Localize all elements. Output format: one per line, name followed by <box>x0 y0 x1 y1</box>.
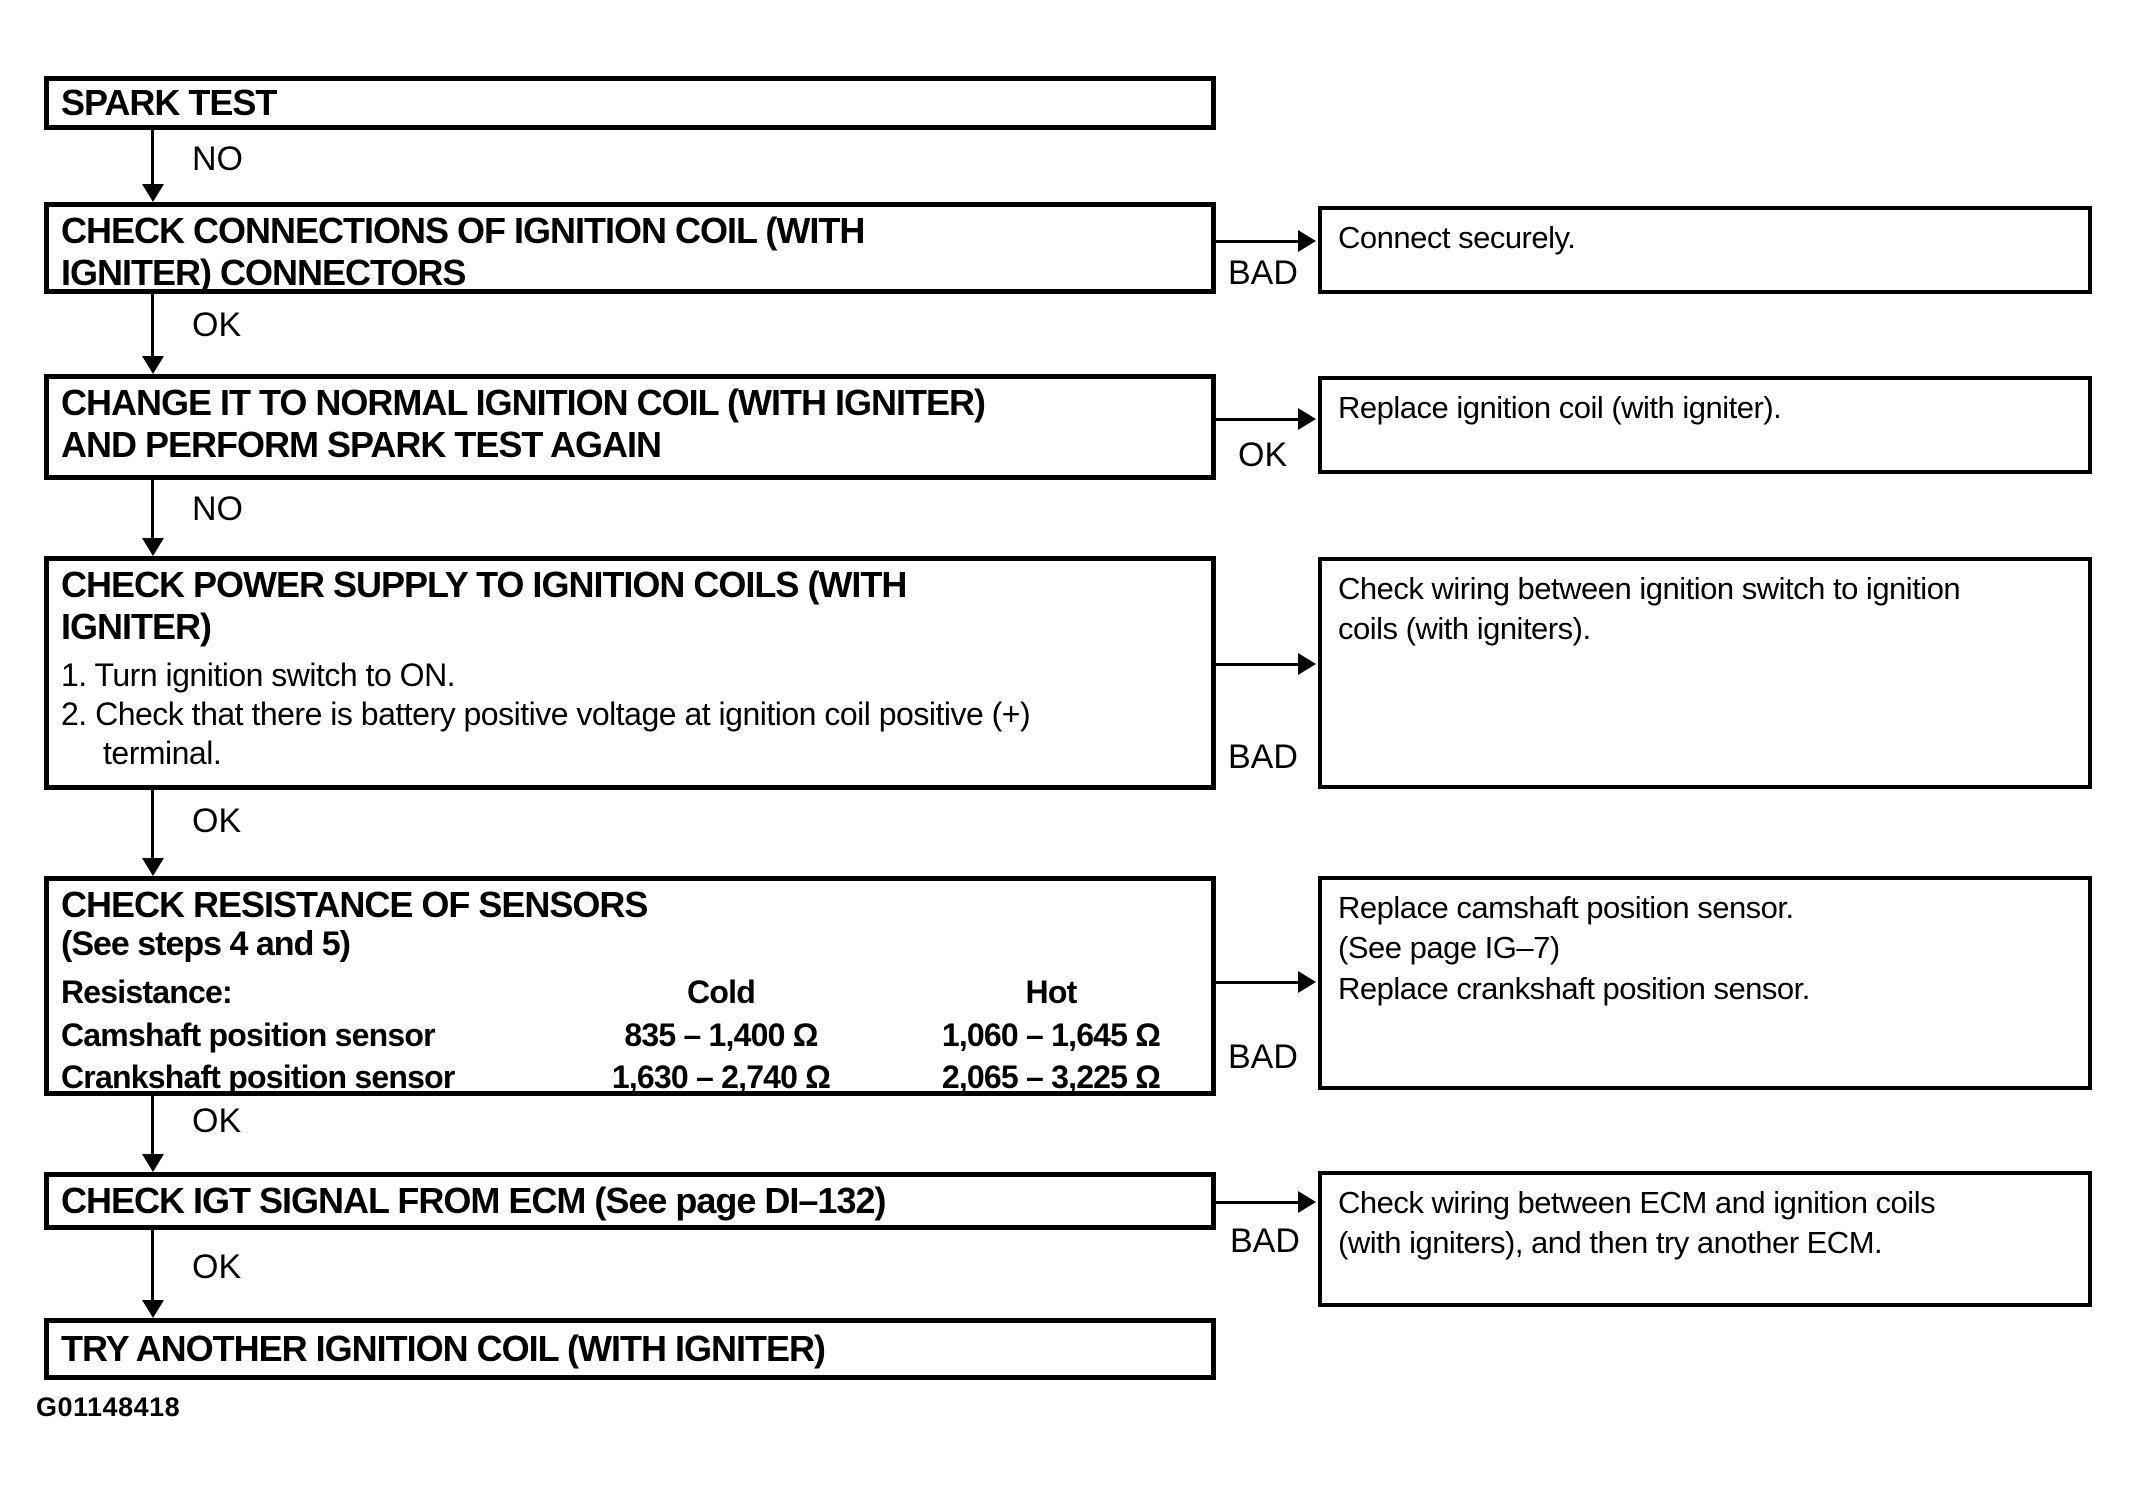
step-box-try-another-coil <box>44 1318 1216 1380</box>
connector-line-down <box>151 480 154 538</box>
table-cell-cold: 1,630 – 2,740 Ω <box>611 1058 831 1095</box>
edge-label-bad: BAD <box>1230 1222 1300 1260</box>
edge-label-bad: BAD <box>1228 1038 1298 1076</box>
action-text-line: (See page IG–7) <box>1338 930 1560 966</box>
table-cell-cold: 835 – 1,400 Ω <box>624 1016 818 1053</box>
step-box-check-connections <box>44 202 1216 294</box>
action-text: Check wiring between ECM and ignition coils (with igniters), and then try another ECM. <box>1338 1185 1936 1261</box>
edge-label-ok: OK <box>192 1248 242 1286</box>
arrow-down-icon <box>142 538 164 556</box>
action-text-line: Replace camshaft position sensor. <box>1338 890 1794 925</box>
edge-label-ok: OK <box>192 1102 242 1140</box>
action-box-connect-securely <box>1318 206 2092 294</box>
action-text-line: Replace crankshaft position sensor. <box>1338 970 1810 1006</box>
step-title: TRY ANOTHER IGNITION COIL (WITH IGNITER) <box>61 1328 825 1370</box>
step-title: CHECK RESISTANCE OF SENSORS <box>61 884 648 925</box>
step-title-line: CHECK POWER SUPPLY TO IGNITION COILS (WITH <box>61 564 907 605</box>
connector-line-down <box>151 1230 154 1300</box>
step-title-line: IGNITER) CONNECTORS <box>61 251 466 293</box>
action-box-replace-sensors <box>1318 876 2092 1090</box>
arrow-right-icon <box>1298 230 1316 252</box>
edge-label-bad: BAD <box>1228 738 1298 776</box>
arrow-down-icon <box>142 1154 164 1172</box>
figure-id: G01148418 <box>36 1392 181 1422</box>
instruction-item: 2. Check that there is battery positive voltage at ignition coil positive (+) terminal. <box>61 695 1031 771</box>
step-title-line: AND PERFORM SPARK TEST AGAIN <box>61 423 662 465</box>
action-box-check-wiring-ecm <box>1318 1171 2092 1307</box>
step-box-check-power <box>44 556 1216 790</box>
connector-line-down <box>151 294 154 356</box>
arrow-down-icon <box>142 184 164 202</box>
connector-line-down <box>151 130 154 188</box>
step-title-line: CHANGE IT TO NORMAL IGNITION COIL (WITH IGNITER) <box>61 382 985 423</box>
edge-label-ok: OK <box>192 802 242 840</box>
table-header-cold: Cold <box>687 974 755 1011</box>
step-instructions <box>61 656 1199 773</box>
arrow-down-icon <box>142 356 164 374</box>
connector-line-right <box>1216 240 1298 243</box>
step-subtitle: (See steps 4 and 5) <box>61 924 351 963</box>
edge-label-bad: BAD <box>1228 254 1298 292</box>
action-box-replace-coil <box>1318 376 2092 474</box>
action-text: Connect securely. <box>1338 220 1576 255</box>
connector-line-right <box>1216 981 1298 984</box>
connector-line-right <box>1216 418 1298 421</box>
step-title: SPARK TEST <box>61 82 277 124</box>
edge-label-no: NO <box>192 140 243 178</box>
step-title: CHECK IGT SIGNAL FROM ECM (See page DI–132) <box>61 1180 886 1222</box>
step-box-check-resistance <box>44 876 1216 1096</box>
action-text: Check wiring between ignition switch to ignition coils (with igniters). <box>1338 571 1961 647</box>
edge-label-ok: OK <box>1238 436 1288 474</box>
arrow-right-icon <box>1298 408 1316 430</box>
table-cell-hot: 1,060 – 1,645 Ω <box>941 1016 1161 1053</box>
arrow-down-icon <box>142 1300 164 1318</box>
arrow-right-icon <box>1298 653 1316 675</box>
edge-label-ok: OK <box>192 306 242 344</box>
step-box-check-igt <box>44 1172 1216 1230</box>
arrow-down-icon <box>142 858 164 876</box>
arrow-right-icon <box>1298 1191 1316 1213</box>
connector-line-down <box>151 790 154 858</box>
table-header-resistance: Resistance: <box>61 974 232 1011</box>
step-box-change-coil <box>44 374 1216 480</box>
action-box-check-wiring-switch <box>1318 557 2092 789</box>
connector-line-right <box>1216 1201 1298 1204</box>
connector-line-down <box>151 1096 154 1154</box>
arrow-right-icon <box>1298 971 1316 993</box>
step-title-line: IGNITER) <box>61 605 211 647</box>
table-row-label: Crankshaft position sensor <box>61 1058 455 1095</box>
resistance-table <box>61 973 1199 1096</box>
action-text: Replace ignition coil (with igniter). <box>1338 390 1782 425</box>
table-header-hot: Hot <box>1025 974 1077 1011</box>
table-row-label: Camshaft position sensor <box>61 1016 435 1053</box>
connector-line-right <box>1216 663 1298 666</box>
step-box-spark-test <box>44 76 1216 130</box>
edge-label-no: NO <box>192 490 243 528</box>
table-cell-hot: 2,065 – 3,225 Ω <box>941 1058 1161 1095</box>
step-title-line: CHECK CONNECTIONS OF IGNITION COIL (WITH <box>61 210 865 251</box>
instruction-item: 1. Turn ignition switch to ON. <box>61 656 456 693</box>
